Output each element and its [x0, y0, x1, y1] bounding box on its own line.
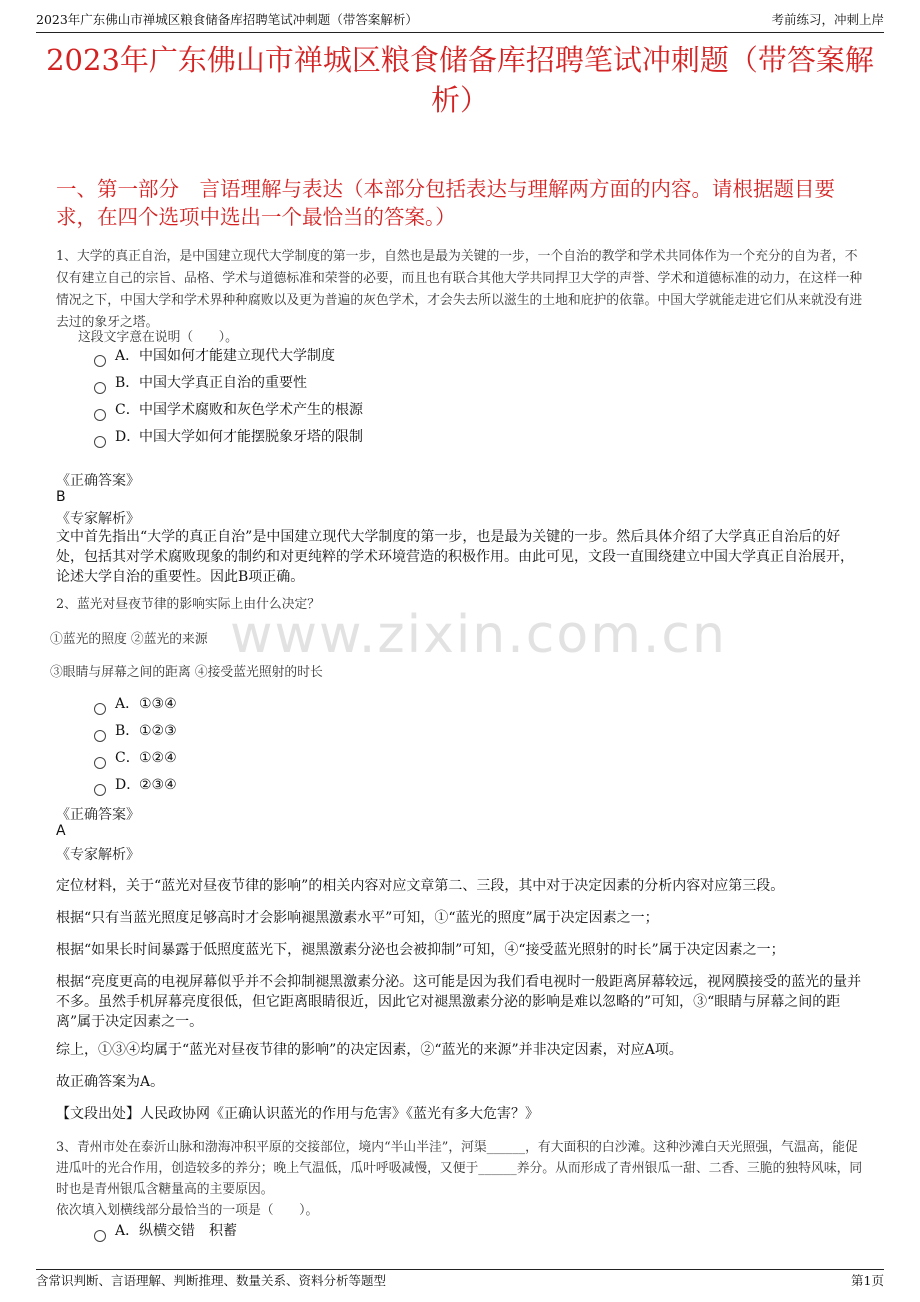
- page-header: [36, 8, 884, 33]
- footer-question-types: 含常识判断、言语理解、判断推理、数量关系、资料分析等题型: [36, 1273, 387, 1288]
- question-1-answer: B: [56, 489, 66, 505]
- question-2-answer-label: 《正确答案》: [56, 807, 140, 823]
- question-2-analysis-p3: 根据“如果长时间暴露于低照度蓝光下，褪黑激素分泌也会被抑制”可知，④“接受蓝光照射的时长”属于决定因素之一；: [56, 942, 785, 958]
- option-text: 中国学术腐败和灰色学术产生的根源: [139, 402, 363, 418]
- question-3-text: 3、青州市处在泰沂山脉和渤海冲积平原的交接部位，境内“半山半洼”，河渠______，有大面积的白沙滩。这种沙滩白天光照强，气温高，能促进瓜叶的光合作用，创造较多的养分；晚上气温低，瓜叶呼吸减慢，又便于______养分。从而形成了青州银瓜一甜、二香、三脆的独特风味，同时也是青州银瓜含糖量高的主要原因。: [56, 1140, 863, 1197]
- question-2-items-2: ③眼睛与屏幕之间的距离 ④接受蓝光照射的时长: [50, 665, 323, 680]
- watermark: www.zixin.com.cn: [230, 605, 727, 665]
- option-letter: A．: [115, 1223, 140, 1239]
- page-number: 第1页: [851, 1273, 884, 1288]
- question-2-analysis-p1: 定位材料，关于“蓝光对昼夜节律的影响”的相关内容对应文章第二、三段，其中对于决定因素的分析内容对应第三段。: [56, 878, 785, 894]
- question-2-items-1: ①蓝光的照度 ②蓝光的来源: [50, 632, 208, 647]
- option-text: 中国如何才能建立现代大学制度: [139, 348, 335, 364]
- radio-icon[interactable]: [94, 757, 106, 769]
- option-text: ①③④: [139, 696, 177, 712]
- radio-icon[interactable]: [94, 409, 106, 421]
- question-2-analysis-label: 《专家解析》: [56, 847, 140, 863]
- option-text: ①②③: [139, 723, 177, 739]
- page-title: 2023年广东佛山市禅城区粮食储备库招聘笔试冲刺题（带答案解析）: [46, 43, 874, 117]
- question-1-option-c[interactable]: [94, 400, 363, 420]
- question-1-option-a[interactable]: [94, 346, 335, 366]
- question-2-answer: A: [56, 823, 66, 839]
- question-2-analysis-p5: 综上，①③④均属于“蓝光对昼夜节律的影响”的决定因素，②“蓝光的来源”并非决定因素，对应A项。: [56, 1042, 683, 1058]
- option-letter: B．: [115, 723, 140, 739]
- option-text: 中国大学如何才能摆脱象牙塔的限制: [139, 429, 363, 445]
- option-letter: D．: [115, 429, 141, 445]
- question-2-analysis-p6: 故正确答案为A。: [56, 1074, 165, 1090]
- radio-icon[interactable]: [94, 730, 106, 742]
- radio-icon[interactable]: [94, 703, 106, 715]
- option-letter: D．: [115, 777, 141, 793]
- question-2-text: 2、蓝光对昼夜节律的影响实际上由什么决定？: [56, 597, 321, 612]
- question-2-analysis-p2: 根据“只有当蓝光照度足够高时才会影响褪黑激素水平”可知，①“蓝光的照度”属于决定因素之一；: [56, 910, 659, 926]
- option-letter: C．: [115, 750, 140, 766]
- option-text: ②③④: [139, 777, 177, 793]
- header-slogan: 考前练习，冲刺上岸: [771, 12, 884, 27]
- radio-icon[interactable]: [94, 1230, 106, 1242]
- option-text: 中国大学真正自治的重要性: [139, 375, 307, 391]
- question-2-option-a[interactable]: [94, 694, 177, 714]
- page-footer: [36, 1269, 884, 1292]
- question-1-stem: 这段文字意在说明（ ）。: [78, 330, 238, 345]
- question-1-text: 1、大学的真正自治，是中国建立现代大学制度的第一步，自然也是最为关键的一步，一个自治的教学和学术共同体作为一个充分的自为者，不仅有建立自己的宗旨、品格、学术与道德标准和荣誉的必要，而且也有联合其他大学共同捍卫大学的声誉、学术和道德标准的动力，在这样一种情况之下，中国大学和学术界种种腐败以及更为普遍的灰色学术，才会失去所以滋生的土地和庇护的依靠。中国大学就能走进它们从来就没有进去过的象牙之塔。: [56, 249, 863, 330]
- option-letter: A．: [115, 348, 140, 364]
- section-heading: 一、第一部分 言语理解与表达（本部分包括表达与理解两方面的内容。请根据题目要求，在四个选项中选出一个最恰当的答案。）: [56, 177, 835, 229]
- question-1-answer-label: 《正确答案》: [56, 473, 140, 489]
- option-letter: B．: [115, 375, 140, 391]
- question-1-option-d[interactable]: [94, 427, 363, 447]
- question-3-stem: 依次填入划横线部分最恰当的一项是（ ）。: [56, 1203, 319, 1218]
- radio-icon[interactable]: [94, 355, 106, 367]
- question-3-option-a[interactable]: [94, 1221, 237, 1241]
- question-1-option-b[interactable]: [94, 373, 307, 393]
- question-2-source: 【文段出处】人民政协网《正确认识蓝光的作用与危害》《蓝光有多大危害？》: [56, 1106, 539, 1122]
- option-letter: A．: [115, 696, 140, 712]
- question-2-analysis-p4: 根据“亮度更高的电视屏幕似乎并不会抑制褪黑激素分泌。这可能是因为我们看电视时一般距离屏幕较远，视网膜接受的蓝光的量并不多。虽然手机屏幕亮度很低，但它距离眼睛很近，因此它对褪黑激素分泌的影响是难以忽略的”可知，③“眼睛与屏幕之间的距离”属于决定因素之一。: [56, 974, 862, 1030]
- question-2-option-c[interactable]: [94, 748, 177, 768]
- option-letter: C．: [115, 402, 140, 418]
- radio-icon[interactable]: [94, 436, 106, 448]
- question-2-option-d[interactable]: [94, 775, 177, 795]
- option-text: ①②④: [139, 750, 177, 766]
- question-2-option-b[interactable]: [94, 721, 177, 741]
- radio-icon[interactable]: [94, 382, 106, 394]
- option-text: 纵横交错 积蓄: [139, 1223, 237, 1239]
- header-doc-title: 2023年广东佛山市禅城区粮食储备库招聘笔试冲刺题（带答案解析）: [36, 12, 418, 27]
- radio-icon[interactable]: [94, 784, 106, 796]
- question-1-analysis: 文中首先指出“大学的真正自治”是中国建立现代大学制度的第一步，也是最为关键的一步。然后具体介绍了大学真正自治后的好处，包括其对学术腐败现象的制约和对更纯粹的学术环境营造的积极作用。由此可见，文段一直围绕建立中国大学真正自治展开，论述大学自治的重要性。因此B项正确。: [56, 529, 854, 585]
- question-1-analysis-label: 《专家解析》: [56, 511, 140, 527]
